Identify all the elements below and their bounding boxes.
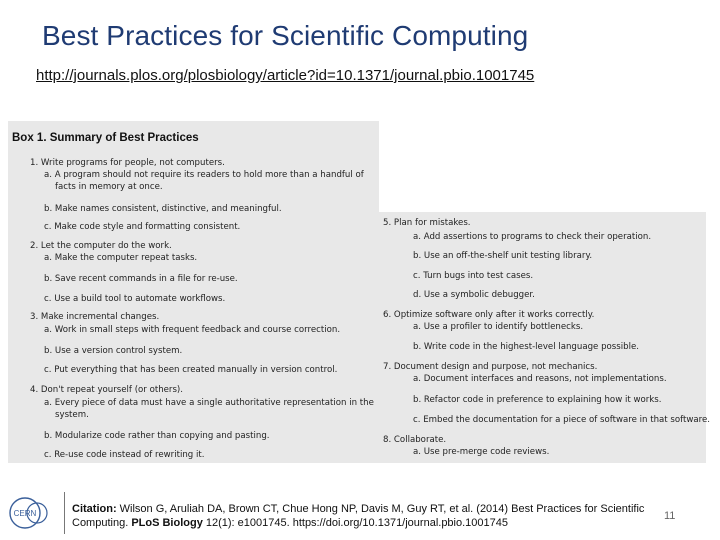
best-practices-box-left — [8, 121, 379, 463]
box-line: a. Work in small steps with frequent feedback and course correction. — [44, 325, 341, 335]
box-line: c. Turn bugs into test cases. — [413, 271, 534, 281]
box-line: c. Re-use code instead of rewriting it. — [44, 450, 205, 460]
citation-journal: PLoS Biology — [131, 517, 203, 529]
box-line: 1. Write programs for people, not computers. — [30, 158, 225, 168]
box-heading: Box 1. Summary of Best Practices — [12, 132, 199, 144]
box-line: b. Write code in the highest-level language possible. — [413, 342, 639, 352]
box-line: c. Make code style and formatting consistent. — [44, 222, 241, 232]
box-line: 7. Document design and purpose, not mechanics. — [383, 362, 598, 372]
cern-logo — [8, 493, 54, 533]
box-line: 8. Collaborate. — [383, 435, 447, 445]
box-line: d. Use a symbolic debugger. — [413, 290, 535, 300]
box-line: 3. Make incremental changes. — [30, 312, 160, 322]
citation-doi: 12(1): e1001745. https://doi.org/10.1371/journal.pbio.1001745 — [202, 517, 508, 529]
citation-text: Wilson G, Aruliah DA, Brown CT, Chue Hong NP, Davis M, Guy RT, et al. (2014) Best Practices for Scientific Computing. — [72, 503, 645, 529]
box-line: a. Document interfaces and reasons, not implementations. — [413, 374, 667, 384]
box-line: 4. Don't repeat yourself (or others). — [30, 385, 184, 395]
box-line: 2. Let the computer do the work. — [30, 241, 172, 251]
box-line: b. Save recent commands in a file for re-use. — [44, 274, 238, 284]
box-line: 6. Optimize software only after it works correctly. — [383, 310, 595, 320]
box-line: a. Every piece of data must have a single authoritative representation in the — [44, 398, 374, 408]
box-line: a. Add assertions to programs to check their operation. — [413, 232, 652, 242]
box-line: c. Use a build tool to automate workflows. — [44, 294, 226, 304]
box-line: a. Use pre-merge code reviews. — [413, 447, 550, 457]
box-line: b. Make names consistent, distinctive, and meaningful. — [44, 204, 282, 214]
article-link[interactable]: http://journals.plos.org/plosbiology/article?id=10.1371/journal.pbio.1001745 — [36, 67, 535, 84]
box-line: a. A program should not require its readers to hold more than a handful of — [44, 170, 364, 180]
box-line: b. Modularize code rather than copying and pasting. — [44, 431, 270, 441]
box-line: a. Use a profiler to identify bottlenecks. — [413, 322, 584, 332]
footer-divider — [64, 492, 65, 534]
box-line: system. — [55, 410, 89, 420]
slide-title: Best Practices for Scientific Computing — [42, 20, 529, 51]
best-practices-box-right — [379, 212, 711, 463]
page-number: 11 — [664, 510, 676, 522]
box-line: a. Make the computer repeat tasks. — [44, 253, 198, 263]
box-line: 5. Plan for mistakes. — [383, 218, 471, 228]
box-line: c. Put everything that has been created manually in version control. — [44, 365, 338, 375]
logo-text: CERN — [13, 509, 37, 518]
box-line: facts in memory at once. — [55, 182, 163, 192]
citation — [72, 502, 662, 530]
citation-label: Citation: — [72, 503, 117, 515]
box-line: b. Use an off-the-shelf unit testing library. — [413, 251, 593, 261]
box-line: c. Embed the documentation for a piece of software in that software. — [413, 415, 711, 425]
box-line: b. Refactor code in preference to explaining how it works. — [413, 395, 662, 405]
box-line: b. Use a version control system. — [44, 346, 183, 356]
